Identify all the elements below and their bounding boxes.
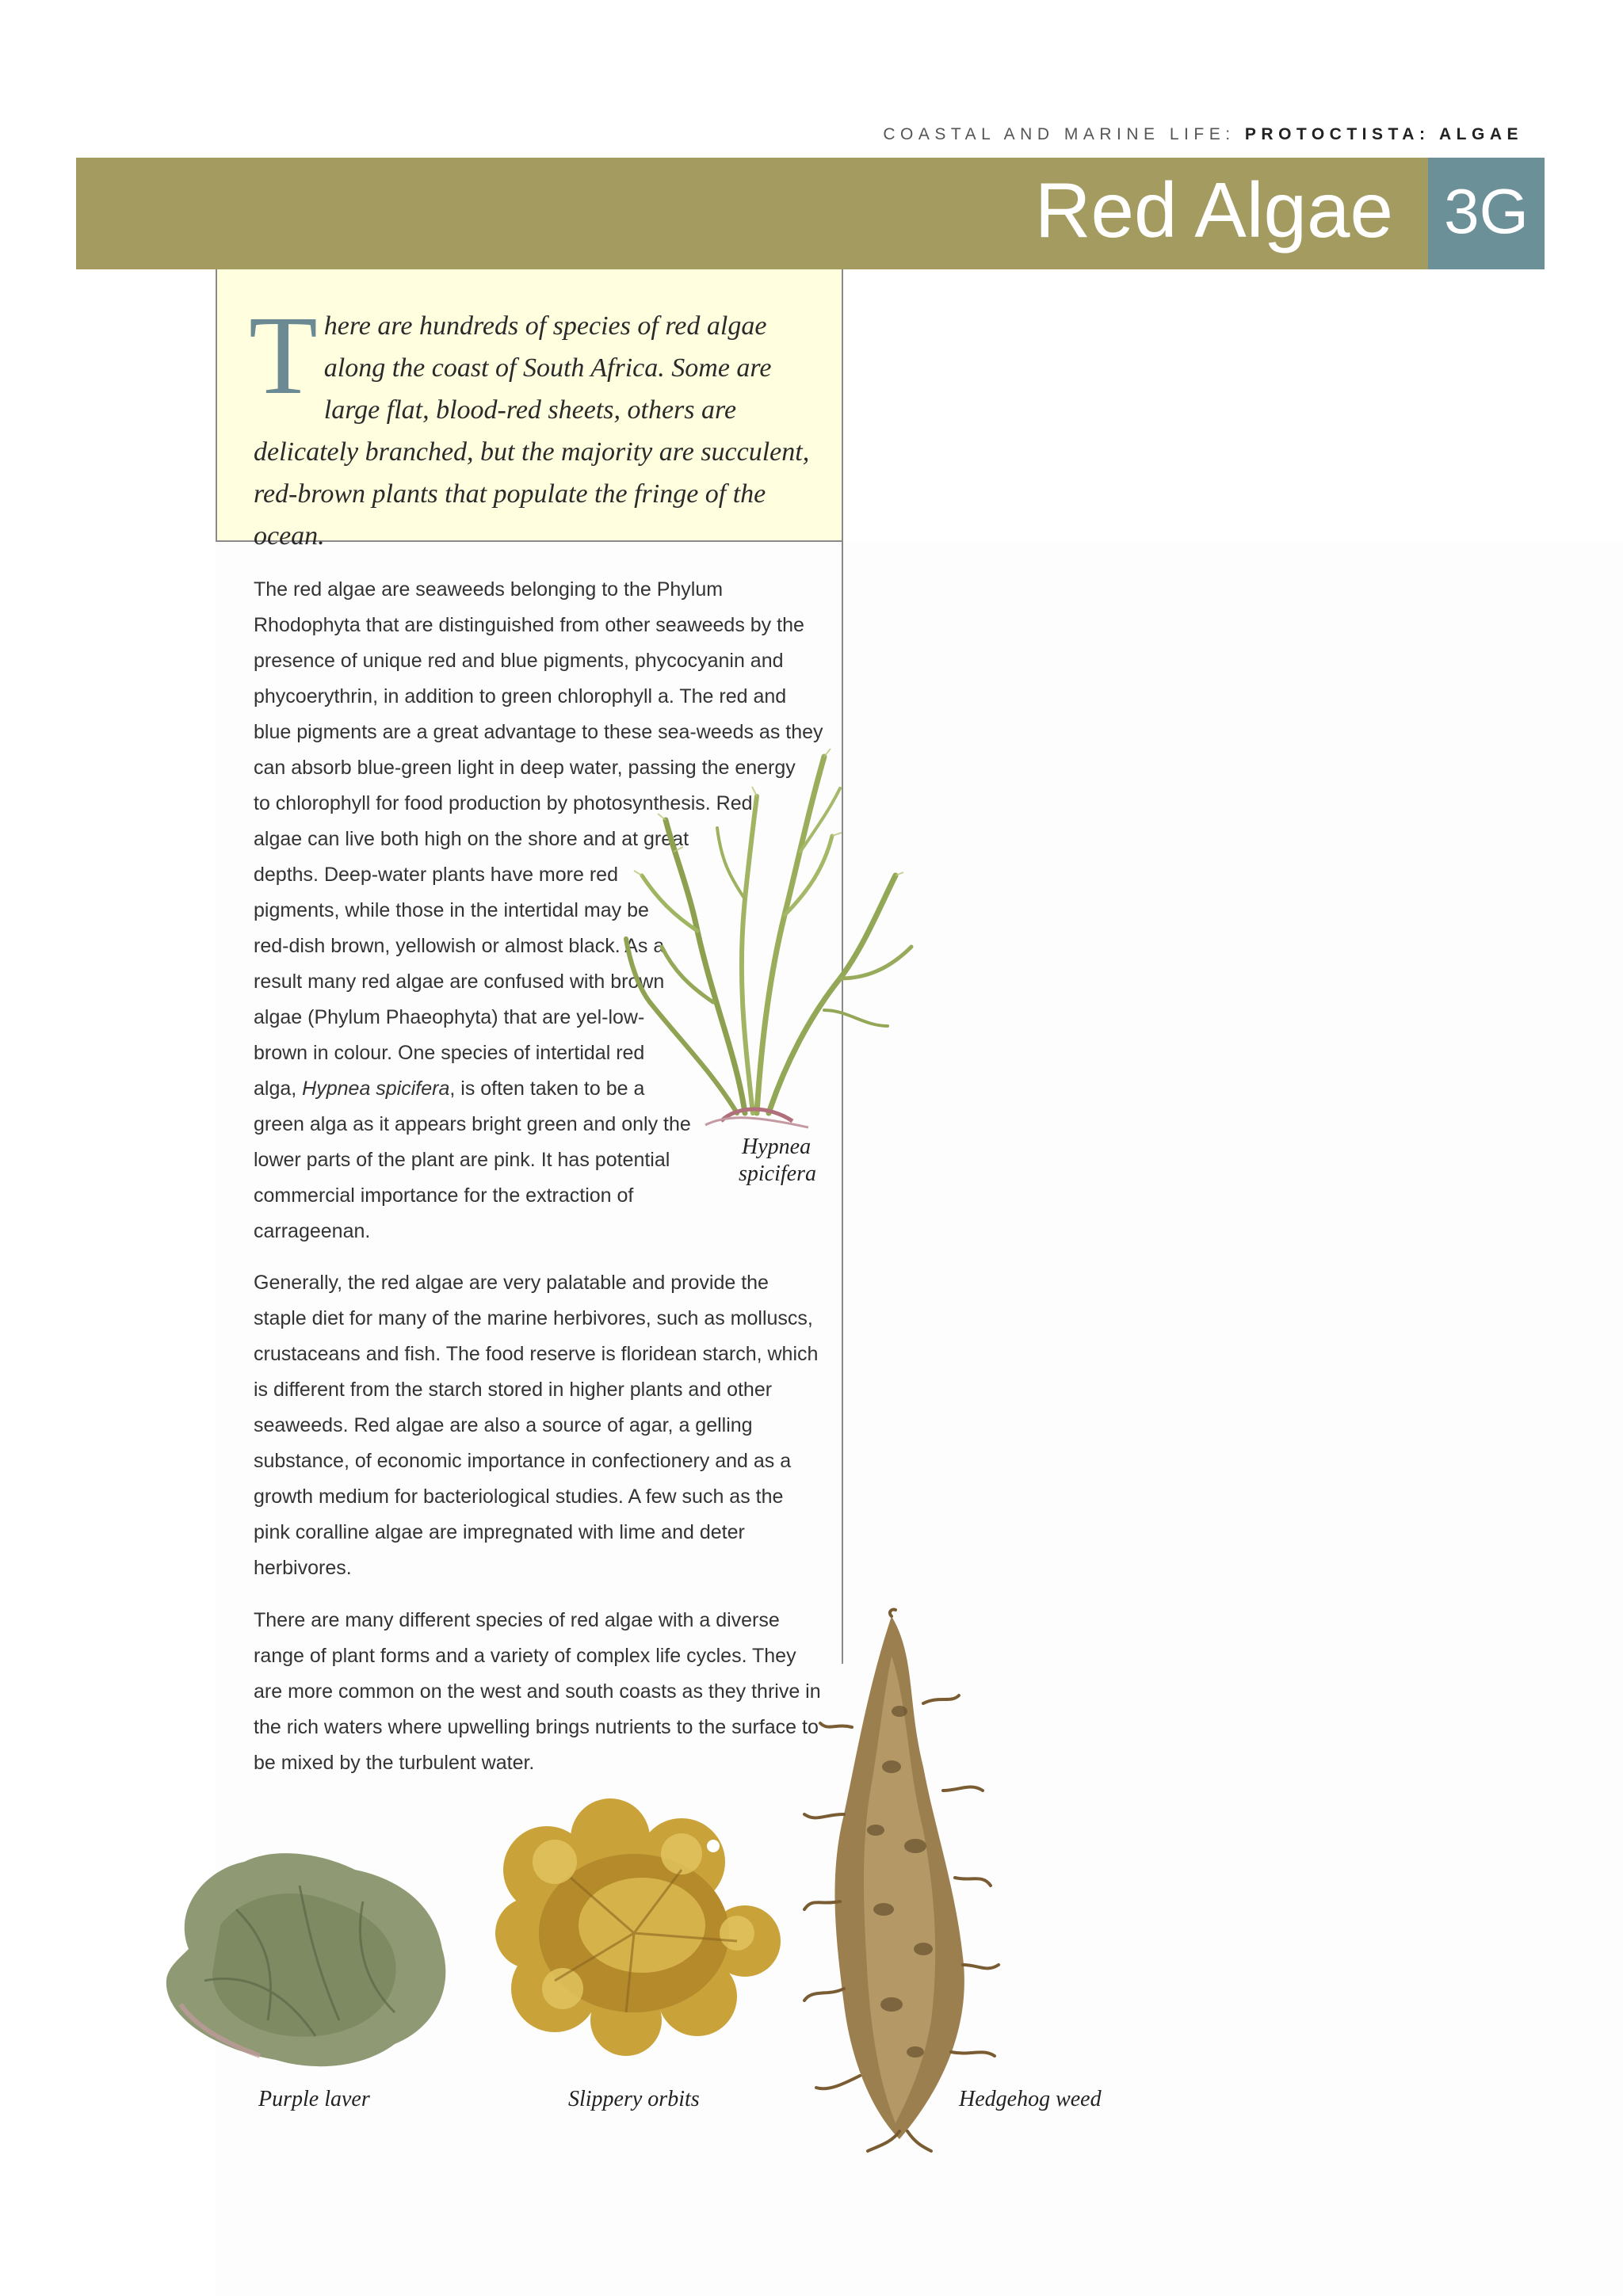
section-tag: 3G [1428,158,1545,269]
caption-hypnea-line2: spicifera [739,1161,816,1186]
intro-box [216,269,842,551]
running-head [883,125,1523,144]
section-label-bold: PROTOCTISTA: ALGAE [1244,125,1523,143]
hypnea-spicifera-illustration [626,741,919,1129]
drop-cap: T [249,292,318,418]
p1-text-a: The red algae are seaweeds belonging to the Phylum Rhodophyta that are distinguished from other seaweeds by the presence of unique red and blue pigments, phycocyanin and phycoerythrin, in addition to green chlorophyll a. The red and blue pigments are a great advantage to these sea-weeds as they can absorb blue-green light in deep water, passing the energy to chlorophyll for food production by photosynthesis. Red algae can live both high on the shore and at great depths. Deep-water plants have more red pigments, while those in the intertidal may be red-dish brown, yellowish or almost black. As a result many red algae are confused with brown algae (Phylum Phaeophyta) that are yel-low-brown in colour. One species of intertidal red alga, [254,578,823,1100]
section-label: COASTAL AND MARINE LIFE: [883,125,1235,143]
hedgehog-weed-illustration [796,1608,1002,2155]
slippery-orbits-illustration [483,1798,800,2068]
p1-text-b: , is often taken to be a green alga as it appears bright green and only the lower parts of the plant are pink. It has potential commercial importance for the extraction of carrageenan. [254,1077,691,1242]
page-title: Red Algae [1034,166,1393,254]
caption-hedgehog-weed: Hedgehog weed [959,2087,1102,2111]
caption-purple-laver: Purple laver [258,2087,370,2111]
intro-text [249,292,824,557]
body-paragraph-2: Generally, the red algae are very palatable and provide the staple diet for many of the marine herbivores, such as molluscs, crustaceans and fish. The food reserve is floridean starch, which is different from the starch stored in higher plants and other seaweeds. Red algae are also a source of agar, a gelling substance, of economic importance in confectionery and as a growth medium for bacteriological studies. A few such as the pink coralline algae are impregnated with lime and deter herbivores. [254,1272,819,1579]
body-paragraph-3: There are many different species of red algae with a diverse range of plant forms and a variety of complex life cycles. They are more common on the west and south coasts as they thrive in the rich waters where upwelling brings nutrients to the surface to be mixed by the turbulent water. [254,1609,821,1774]
p1-species: Hypnea spicifera [302,1077,450,1100]
purple-laver-illustration [157,1838,458,2076]
caption-hypnea-line1: Hypnea [742,1135,812,1159]
intro-body: here are hundreds of species of red algae along the coast of South Africa. Some are large flat, blood-red sheets, others are delicately branched, but the majority are succulent, red-brown plants that populate the fringe of the ocean. [254,311,810,551]
caption-slippery-orbits: Slippery orbits [568,2087,700,2111]
